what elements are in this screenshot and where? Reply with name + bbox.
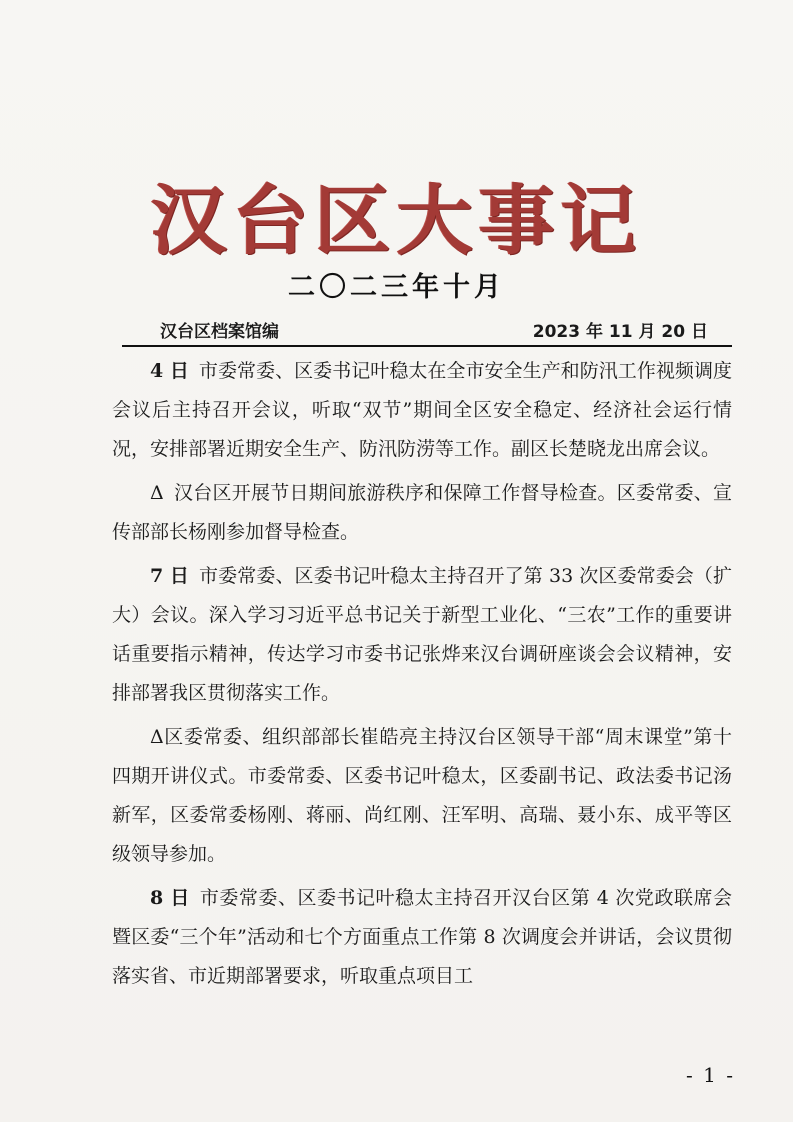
document-subtitle: 二〇二三年十月 xyxy=(288,272,505,303)
entry-day: 7 日 xyxy=(150,565,190,587)
entry-day: 8 日 xyxy=(150,887,190,909)
entry-text: 区委常委、组织部部长崔皓亮主持汉台区领导干部“周末课堂”第十四期开讲仪式。市委常委、区委书记叶稳太，区委副书记、政法委书记汤新军，区委常委杨刚、蒋丽、尚红刚、汪军明、高瑞、聂小东、成平等区级领导参加。 xyxy=(112,726,732,865)
entry-paragraph xyxy=(112,352,732,469)
entry-text: 市委常委、区委书记叶稳太主持召开了第 33 次区委常委会（扩大）会议。深入学习习近平总书记关于新型工业化、“三农”工作的重要讲话重要指示精神，传达学习市委书记张烨来汉台调研座谈会会议精神，安排部署我区贯彻落实工作。 xyxy=(112,565,732,704)
entry-paragraph xyxy=(112,474,732,552)
header-meta-line xyxy=(122,317,732,347)
entry-paragraph xyxy=(112,718,732,874)
entry-day: 4 日 xyxy=(150,360,189,382)
delta-marker: Δ xyxy=(150,482,164,504)
document-body xyxy=(112,352,732,1001)
publisher-org: 汉台区档案馆编 xyxy=(160,322,279,342)
page-number: - 1 - xyxy=(686,1063,735,1087)
entry-text: 市委常委、区委书记叶稳太在全市安全生产和防汛工作视频调度会议后主持召开会议，听取“双节”期间全区安全稳定、经济社会运行情况，安排部署近期安全生产、防汛防涝等工作。副区长楚晓龙出席会议。 xyxy=(112,360,732,460)
publish-date: 2023 年 11 月 20 日 xyxy=(532,322,708,342)
document-title: 汉台区大事记 xyxy=(150,176,643,265)
entry-text: 汉台区开展节日期间旅游秩序和保障工作督导检查。区委常委、宣传部部长杨刚参加督导检查。 xyxy=(112,482,732,543)
entry-paragraph xyxy=(112,557,732,713)
delta-marker: Δ xyxy=(150,726,164,748)
entry-text: 市委常委、区委书记叶稳太主持召开汉台区第 4 次党政联席会暨区委“三个年”活动和七个方面重点工作第 8 次调度会并讲话，会议贯彻落实省、市近期部署要求，听取重点项目工 xyxy=(112,887,732,987)
entry-paragraph xyxy=(112,879,732,996)
